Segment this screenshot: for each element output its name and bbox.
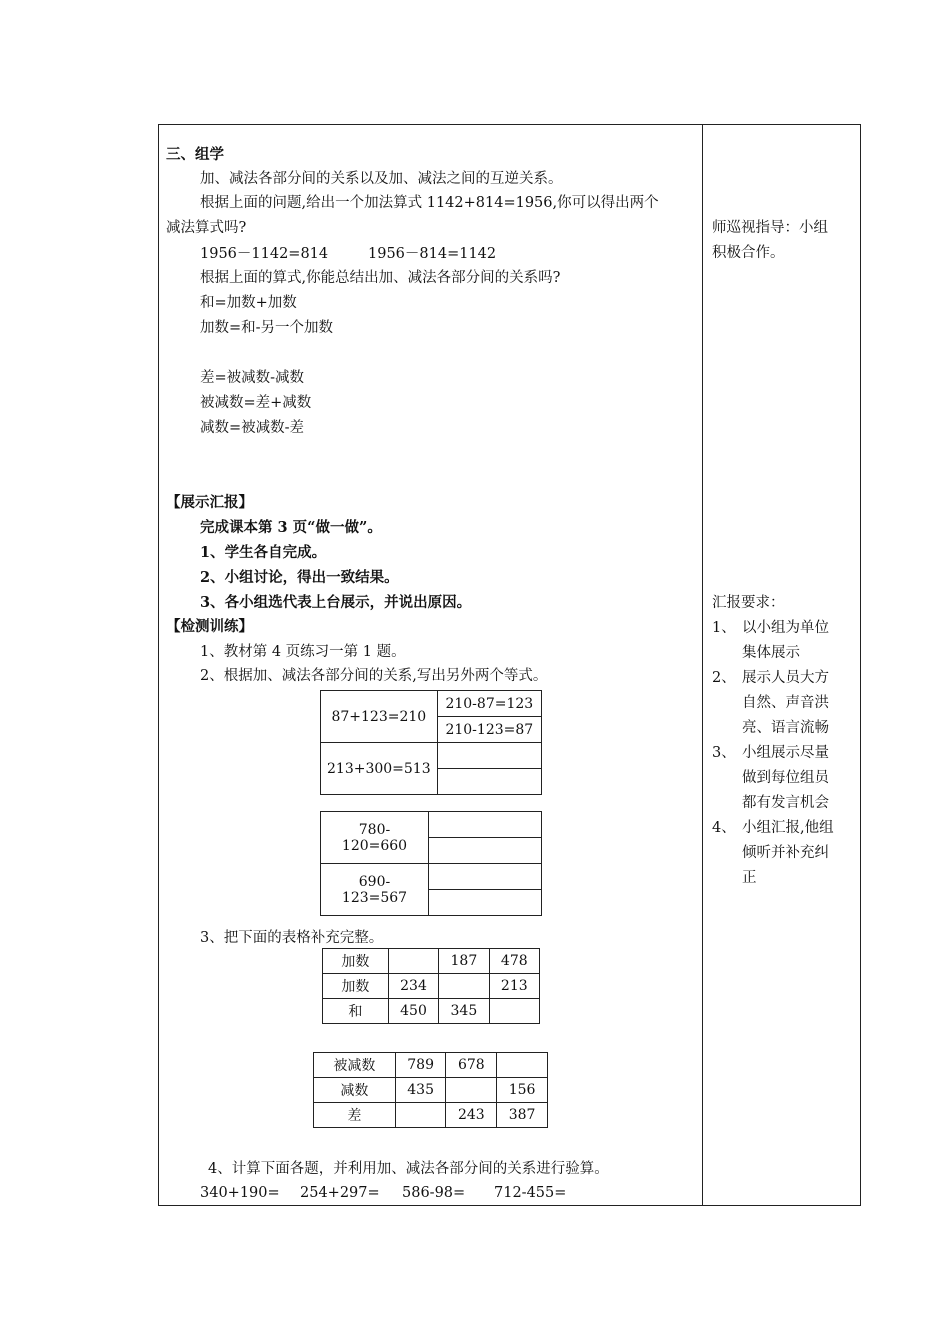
question2: 根据上面的算式,你能总结出加、减法各部分间的关系吗? [200,270,561,286]
row-header: 加数 [323,949,389,974]
report-requirements-title: 汇报要求： [712,595,785,611]
equation-table-1 [320,690,542,795]
req-1-line2: 集体展示 [742,645,800,661]
table-row [321,812,542,838]
intro-text: 加、减法各部分间的关系以及加、减法之间的互逆关系。 [200,171,563,187]
relation-1: 和=加数+加数 [200,295,297,311]
table-row [314,1078,548,1103]
table-cell: 789 [395,1053,446,1078]
table-cell: 450 [388,999,438,1024]
table-row [323,974,540,999]
section-title: 三、组学 [166,146,224,163]
show-step-1: 1、学生各自完成。 [200,544,327,561]
req-2-number: 2、 [712,670,736,686]
answer-blank[interactable] [489,999,539,1024]
equation-table-2 [320,811,542,916]
row-header: 和 [323,999,389,1024]
answer-blank[interactable] [429,838,542,864]
table-cell: 213 [489,974,539,999]
question1-line1: 根据上面的问题,给出一个加法算式 1142+814=1956,你可以得出两个 [200,195,659,211]
row-header: 被减数 [314,1053,396,1078]
relation-3: 差=被减数-减数 [200,370,305,386]
show-report-title: 【展示汇报】 [166,494,253,511]
req-2-line2: 自然、声音洪 [742,695,829,711]
answer-blank[interactable] [446,1078,497,1103]
show-task: 完成课本第 3 页“做一做”。 [200,519,382,536]
column-divider [702,124,703,1206]
show-step-2: 2、小组讨论，得出一致结果。 [200,569,399,586]
given-equation: 87+123=210 [321,691,438,743]
table-row [314,1053,548,1078]
table-cell: 435 [395,1078,446,1103]
req-4-line2: 倾听并补充纠 [742,845,829,861]
given-equation: 780-120=660 [321,812,429,864]
show-step-3: 3、各小组选代表上台展示，并说出原因。 [200,594,472,611]
req-2-line1: 展示人员大方 [742,670,829,686]
teacher-guide-line2: 积极合作。 [712,245,785,261]
exercise-2: 2、根据加、减法各部分间的关系,写出另外两个等式。 [200,668,548,684]
derived-equation: 210-87=123 [437,691,541,717]
calc-item: 586-98= [402,1185,466,1201]
sub-equation-1: 1956－1142=814 [200,246,329,262]
table-row [321,743,542,769]
table-row [314,1103,548,1128]
req-3-number: 3、 [712,745,736,761]
req-1-number: 1、 [712,620,736,636]
table-cell: 187 [439,949,489,974]
table-cell: 234 [388,974,438,999]
req-3-line3: 都有发言机会 [742,795,829,811]
relation-4: 被减数=差+减数 [200,395,312,411]
sub-equation-2: 1956－814=1142 [368,246,497,262]
table-cell: 478 [489,949,539,974]
table-row [321,691,542,717]
derived-equation: 210-123=87 [437,717,541,743]
answer-blank[interactable] [388,949,438,974]
table-cell: 345 [439,999,489,1024]
exercise-4: 4、计算下面各题，并利用加、减法各部分间的关系进行验算。 [208,1161,609,1177]
answer-blank[interactable] [437,769,541,795]
teacher-guide-line1: 师巡视指导：小组 [712,220,828,236]
exercise-1: 1、教材第 4 页练习一第 1 题。 [200,644,406,660]
table-row [321,864,542,890]
answer-blank[interactable] [429,812,542,838]
row-header: 减数 [314,1078,396,1103]
addition-table [322,948,540,1024]
row-header: 差 [314,1103,396,1128]
table-cell: 156 [497,1078,548,1103]
calc-item: 254+297= [300,1185,380,1201]
table-cell: 678 [446,1053,497,1078]
row-header: 加数 [323,974,389,999]
table-cell: 387 [497,1103,548,1128]
given-equation: 213+300=513 [321,743,438,795]
table-row [323,949,540,974]
given-equation: 690-123=567 [321,864,429,916]
answer-blank[interactable] [395,1103,446,1128]
req-4-number: 4、 [712,820,736,836]
req-1-line1: 以小组为单位 [742,620,829,636]
answer-blank[interactable] [429,890,542,916]
answer-blank[interactable] [437,743,541,769]
table-row [323,999,540,1024]
calc-item: 340+190= [200,1185,280,1201]
answer-blank[interactable] [439,974,489,999]
relation-2: 加数=和-另一个加数 [200,320,334,336]
test-training-title: 【检测训练】 [166,618,253,635]
req-4-line3: 正 [742,870,757,886]
req-3-line1: 小组展示尽量 [742,745,829,761]
answer-blank[interactable] [429,864,542,890]
calc-item: 712-455= [494,1185,567,1201]
relation-5: 减数=被减数-差 [200,420,305,436]
exercise-3: 3、把下面的表格补充完整。 [200,930,384,946]
req-4-line1: 小组汇报,他组 [742,820,834,836]
req-2-line3: 亮、语言流畅 [742,720,829,736]
subtraction-table [313,1052,548,1128]
req-3-line2: 做到每位组员 [742,770,829,786]
table-cell: 243 [446,1103,497,1128]
answer-blank[interactable] [497,1053,548,1078]
question1-line2: 减法算式吗? [166,220,247,236]
